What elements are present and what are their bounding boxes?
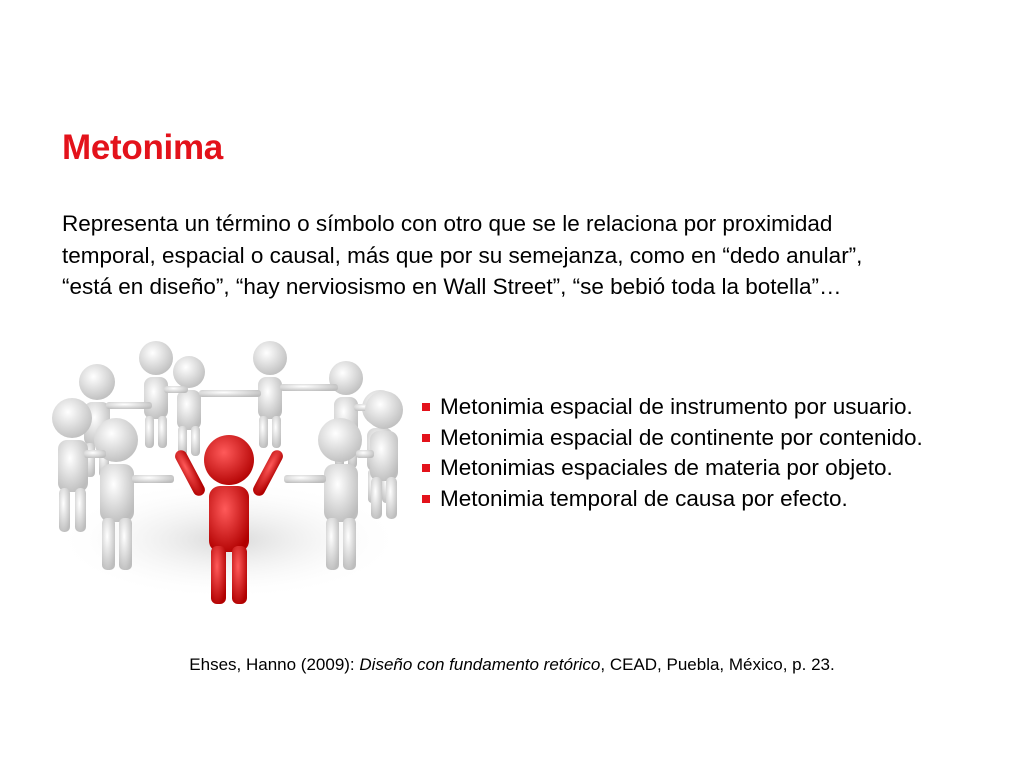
slide-title: Metonima [62,128,223,167]
list-item [422,453,1022,484]
people-circle-illustration-icon [44,340,424,610]
square-bullet-icon [422,464,430,472]
citation-prefix: Ehses, Hanno (2009): [189,655,360,674]
bullet-text: Metonimia temporal de causa por efecto. [440,485,848,511]
citation-book-title: Diseño con fundamento retórico [359,655,601,674]
square-bullet-icon [422,434,430,442]
bullet-text: Metonimia espacial de continente por contenido. [440,424,923,450]
citation [0,655,1024,675]
bullet-text: Metonimias espaciales de materia por objeto. [440,455,893,480]
list-item [422,423,1022,454]
definition-text: Representa un término o símbolo con otro que se le relaciona por proximidad temporal, espacial o causal, más que por su semejanza, como en “dedo anular”, “está en diseño”, “hay nerviosismo en Wall Street”, “se bebió toda la botella”… [62,211,863,299]
square-bullet-icon [422,403,430,411]
list-item [422,392,1022,423]
bullet-list [422,392,1022,514]
list-item [422,484,1022,515]
square-bullet-icon [422,495,430,503]
bullet-text: Metonimia espacial de instrumento por usuario. [440,394,913,419]
citation-suffix: , CEAD, Puebla, México, p. 23. [600,655,835,674]
